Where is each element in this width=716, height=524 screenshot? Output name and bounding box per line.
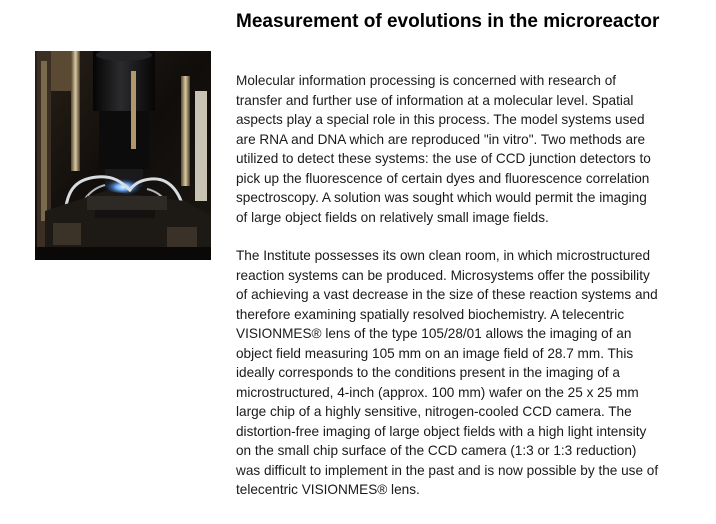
text-line: are RNA and DNA which are reproduced "in vitro". Two methods are <box>236 131 646 147</box>
text-line: was difficult to implement in the past and is now possible by the use of <box>236 462 659 478</box>
text-line: distortion-free imaging of large object fields with a high light intensity <box>236 423 647 439</box>
text-line: The Institute possesses its own clean room, in which microstructured <box>236 248 651 263</box>
text-line: utilized to detect these systems: the use of CCD junction detectors to <box>236 151 651 166</box>
text-line: ideally corresponds to the conditions present in the imaging of a <box>236 365 620 380</box>
page-title: Measurement of evolutions in the microreactor <box>236 11 660 32</box>
text-line: spectroscopy. A solution was sought which would permit the imaging <box>236 190 647 205</box>
text-line: of achieving a vast decrease in the size of these reaction systems and <box>236 287 658 302</box>
text-line: aspects play a special role in this process. The model systems used <box>236 112 645 127</box>
text-line: microstructured, 4-inch (approx. 100 mm) wafer on the 25 x 25 mm <box>236 384 639 400</box>
text-line: large chip of a highly sensitive, nitrogen-cooled CCD camera. The <box>236 404 632 419</box>
text-line: reaction systems can be produced. Microsystems offer the possibility <box>236 267 650 283</box>
text-line: Molecular information processing is concerned with research of <box>236 73 617 88</box>
text-line: pick up the fluorescence of certain dyes and fluorescence correlation <box>236 170 650 186</box>
paragraph-2 <box>236 246 714 500</box>
article-body <box>236 71 714 500</box>
text-line: of large object fields on relatively small image fields. <box>236 209 549 225</box>
text-line: VISIONMES® lens of the type 105/28/01 allows the imaging of an <box>236 326 632 341</box>
paragraph-1 <box>236 71 714 227</box>
text-line: telecentric VISIONMES® lens. <box>236 482 420 497</box>
microreactor-photo <box>35 51 211 260</box>
text-line: therefore examining spatially resolved biochemistry. A telecentric <box>236 306 625 322</box>
text-line: object field measuring 105 mm on an image field of 28.7 mm. This <box>236 345 634 361</box>
text-line: on the small chip surface of the CCD camera (1:3 or 1:3 reduction) <box>236 443 637 458</box>
text-line: transfer and further use of information at a molecular level. Spatial <box>236 92 634 108</box>
